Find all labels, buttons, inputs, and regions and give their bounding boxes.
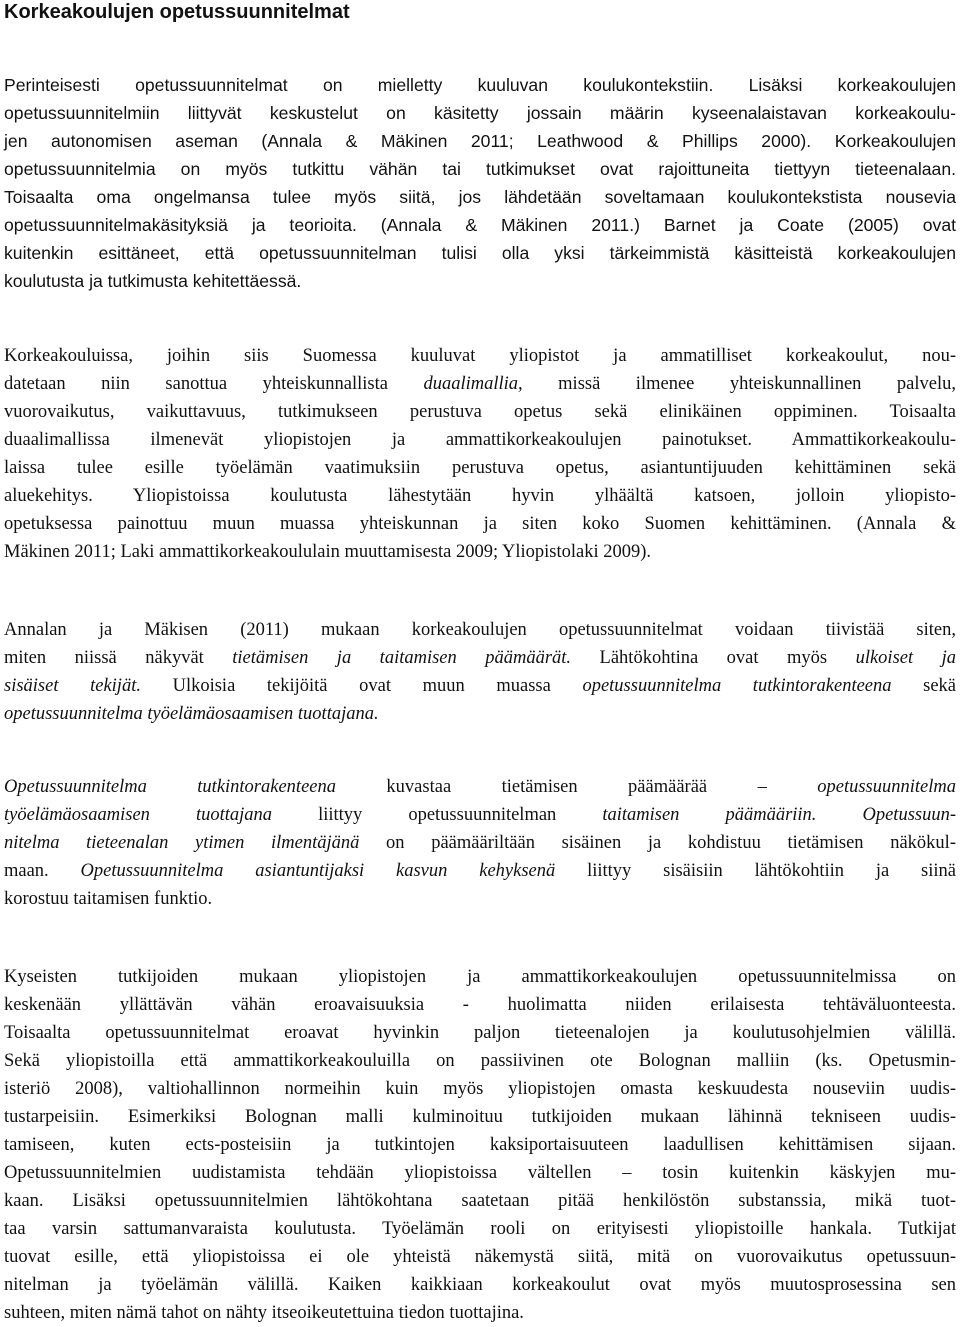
text-line [4,342,956,370]
text-line [4,1019,956,1047]
text-line [4,1243,956,1271]
text-line [4,1047,956,1075]
text-line [4,857,956,885]
italic-text: Opetussuun- [862,805,957,825]
text-line [4,155,956,183]
text-run: Korkeakouluissa, joihin siis Suomessa kuuluvat yliopistot ja ammatilliset korkeakoulut, nou- [4,346,956,366]
text-run: korostuu taitamisen funktio. [4,889,213,909]
text-run [816,805,862,825]
text-line [4,991,956,1019]
italic-text: Opetussuunnitelma asiantuntijaksi kasvun kehyksenä [80,861,556,881]
text-line [4,482,956,510]
text-line [4,773,956,801]
text-run: Perinteisesti opetussuunnitelmat on mielletty kuuluvan koulukontekstiin. Lisäksi korkeakoulujen [4,75,956,95]
text-line [4,426,956,454]
text-run: aluekehitys. Yliopistoissa koulutusta lähestytään hyvin ylhäältä katsoen, jolloin yliopisto- [4,486,956,506]
text-run: keskenään yllättävän vähän eroavaisuuksia - huolimatta niiden erilaisesta tehtäväluonteesta. [4,995,956,1015]
text-run: on päämääriltään sisäinen ja kohdistuu tietämisen näkökul- [359,833,956,853]
text-run: laissa tulee esille työelämän vaatimuksiin perustuva opetus, asiantuntijuuden kehittäminen sekä [4,458,956,478]
italic-text: tietämisen ja taitamisen päämäärät. [232,648,572,668]
italic-text: opetussuunnitelma [817,777,956,797]
text-line [4,1131,956,1159]
text-run: opetussuunnitelmakäsityksiä ja teorioita. (Annala & Mäkinen 2011.) Barnet ja Coate (2005) ovat [4,215,956,235]
text-run: isteriö 2008), valtiohallinnon normeihin kuin myös yliopistojen omasta keskuudesta nouseviin uudis- [4,1079,956,1099]
section-heading: Korkeakoulujen opetussuunnitelmat [4,1,350,23]
text-line [4,99,956,127]
italic-text: opetussuunnitelma tutkintorakenteena [582,676,892,696]
text-run: jen autonomisen aseman (Annala & Mäkinen 2011; Leathwood & Phillips 2000). Korkeakoulujen [4,131,956,151]
text-line [4,538,956,566]
text-run: tustarpeisiin. Esimerkiksi Bolognan malli kulminoituu tutkijoiden mukaan lähinnä tekniseen uudis- [4,1107,956,1127]
text-line [4,1075,956,1103]
text-line [4,510,956,538]
italic-text: Opetussuunnitelma tutkintorakenteena [4,777,336,797]
italic-text: duaalimallia, [423,374,523,394]
text-run: liittyy sisäisiin lähtökohtiin ja siinä [555,861,956,881]
text-run: kuvastaa tietämisen päämäärää – [336,777,818,797]
text-run: Lähtökohtina ovat myös [571,648,856,668]
text-line [4,211,956,239]
paragraph-4 [4,773,956,913]
italic-text: sisäiset tekijät. [4,676,141,696]
italic-text: ulkoiset ja [855,648,956,668]
text-run: Kyseisten tutkijoiden mukaan yliopistojen ja ammattikorkeakoulujen opetussuunnitelmissa on [4,967,956,987]
text-line [4,183,956,211]
text-run: koulutusta ja tutkimusta kehitettäessä. [4,271,302,291]
text-line [4,267,956,295]
paragraph-2 [4,342,956,566]
text-run: Toisaalta oma ongelmansa tulee myös siitä, jos lähdetään soveltamaan koulukontekstista nousevia [4,187,956,207]
text-run: Sekä yliopistoilla että ammattikorkeakouluilla on passiivinen ote Bolognan malliin (ks. Opetusmin- [4,1051,956,1071]
italic-text: opetussuunnitelma työelämäosaamisen tuottajana. [4,704,379,724]
text-run: suhteen, miten nämä tahot on nähty itseoikeutettuina tiedon tuottajina. [4,1303,524,1323]
italic-text: nitelma tieteenalan ytimen ilmentäjänä [4,833,360,853]
text-line [4,1159,956,1187]
paragraph-1 [4,71,956,295]
text-run: Opetussuunnitelmien uudistamista tehdään yliopistoissa vältellen – tosin kuitenkin käskyjen mu- [4,1163,956,1183]
italic-text: taitamisen päämääriin. [602,805,817,825]
text-run: nitelman ja työelämän välillä. Kaiken kaikkiaan korkeakoulut ovat myös muutosprosessina sen [4,1275,956,1295]
text-line [4,1299,956,1327]
paragraph-5 [4,963,956,1327]
text-line [4,454,956,482]
text-line [4,398,956,426]
text-run: Ulkoisia tekijöitä ovat muun muassa [140,676,583,696]
text-run: miten niissä näkyvät [4,648,233,668]
text-run: Annalan ja Mäkisen (2011) mukaan korkeakoulujen opetussuunnitelmat voidaan tiivistää siten, [4,620,956,640]
text-line [4,616,956,644]
italic-text: työelämäosaamisen tuottajana [4,805,273,825]
text-line [4,127,956,155]
text-line [4,700,956,728]
text-run: opetuksessa painottuu muun muassa yhteiskunnan ja siten koko Suomen kehittäminen. (Annala & [4,514,956,534]
text-line [4,239,956,267]
text-line [4,672,956,700]
text-run: kuitenkin esittäneet, että opetussuunnitelman tulisi olla yksi tärkeimmistä käsitteistä korkeakoulujen [4,243,956,263]
text-run: vuorovaikutus, vaikuttavuus, tutkimukseen perustuva opetus sekä elinikäinen oppiminen. Toisaalta [4,402,956,422]
text-line [4,1215,956,1243]
text-line [4,71,956,99]
text-run: duaalimallissa ilmenevät yliopistojen ja ammattikorkeakoulujen painotukset. Ammattikorkeakoulu- [4,430,956,450]
text-line [4,644,956,672]
text-line [4,1103,956,1131]
text-line [4,885,956,913]
text-line [4,1187,956,1215]
text-run: Mäkinen 2011; Laki ammattikorkeakoululain muuttamisesta 2009; Yliopistolaki 2009). [4,542,652,562]
paragraph-3 [4,616,956,728]
text-line [4,370,956,398]
text-line [4,829,956,857]
text-line [4,801,956,829]
text-run: opetussuunnitelmia on myös tutkittu vähän tai tutkimukset ovat rajoittuneita tiettyyn tieteenalaan. [4,159,956,179]
text-run: maan. [4,861,81,881]
text-run: tamiseen, kuten ects-posteisiin ja tutkintojen kaksiportaisuuteen laadullisen kehittämisen sijaan. [4,1135,956,1155]
text-run: datetaan niin sanottua yhteiskunnallista [4,374,424,394]
text-run: opetussuunnitelmiin liittyvät keskustelut on käsitetty jossain määrin kyseenalaistavan korkeakoulu- [4,103,956,123]
text-run: tuovat esille, että yliopistoissa ei ole yhteistä näkemystä siitä, mitä on vuorovaikutus opetussuun- [4,1247,956,1267]
text-run: taa varsin sattumanvaraista koulutusta. Työelämän rooli on erityisesti yliopistoille hankala. Tutkijat [4,1219,956,1239]
text-line [4,1271,956,1299]
text-run: missä ilmenee yhteiskunnallinen palvelu, [522,374,956,394]
text-run: Toisaalta opetussuunnitelmat eroavat hyvinkin paljon tieteenalojen ja koulutusohjelmien välillä. [4,1023,956,1043]
text-run: liittyy opetussuunnitelman [272,805,603,825]
text-line [4,963,956,991]
text-run: kaan. Lisäksi opetussuunnitelmien lähtökohtana saatetaan pitää henkilöstön substanssia, mikä tuot- [4,1191,956,1211]
text-run: sekä [891,676,957,696]
